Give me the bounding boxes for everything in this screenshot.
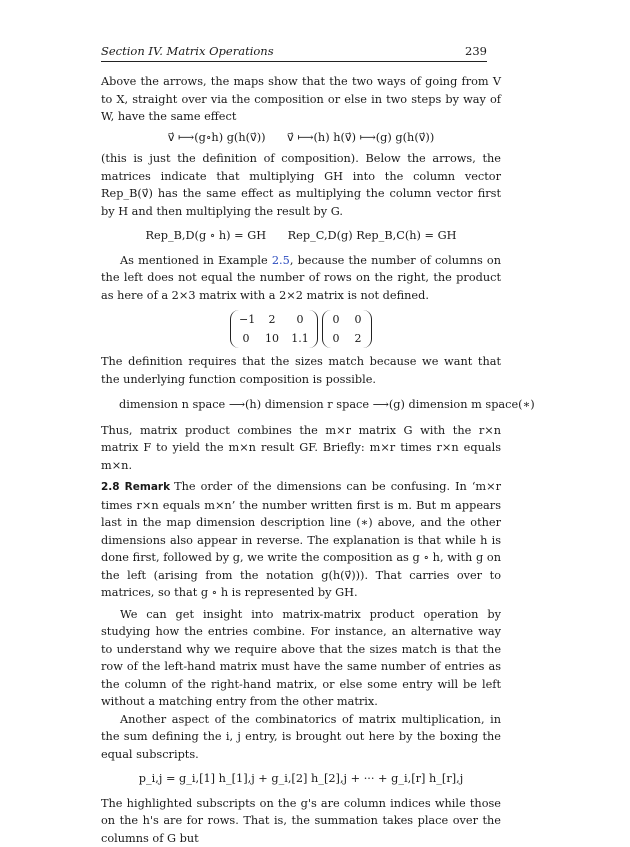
- equation-representations: Rep_B,D(g ∘ h) = GH Rep_C,D(g) Rep_B,C(h) = GH: [101, 227, 501, 245]
- paragraph-definition-of-composition: (this is just the definition of composition). Below the arrows, the matrices indicate that multiplying GH into the column vector Rep_B(v⃗) has the same effect as multiplying the column vector first by H and then multiplying the result by G.: [101, 150, 501, 220]
- equation-entry-sum: p_i,j = g_i,[1] h_[1],j + g_i,[2] h_[2],j + ··· + g_i,[r] h_[r],j: [101, 770, 501, 788]
- example-link[interactable]: 2.5: [272, 254, 290, 267]
- matrix-left-2x3: [230, 310, 318, 348]
- matrix-entry: 0: [291, 311, 309, 329]
- matrix-entry: 1.1: [291, 330, 309, 348]
- text-segment: As mentioned in Example: [120, 254, 272, 267]
- section-title: Section IV. Matrix Operations: [101, 44, 274, 58]
- matrix-entry: 0: [239, 330, 253, 348]
- matrix-entry: 10: [265, 330, 279, 348]
- text-segment: , because the number of columns on the left does not equal the number of rows on the right, the product as here of a 2×3 matrix with a 2×2 matrix is not defined.: [101, 254, 501, 302]
- dimension-description-line: [101, 396, 501, 414]
- matrix-product-display: [101, 310, 501, 348]
- remark-text: The order of the dimensions can be confusing. In ‘m×r times r×n equals m×n’ the number written first is m. But m appears last in the map dimension description line (∗) above, and the other dimensions also appear in reverse. The explanation is that while h is done first, followed by g, we write the composition as g ∘ h, with g on the left (arising from the notation g(h(v⃗))). That carries over to matrices, so that g ∘ h is represented by GH.: [101, 480, 501, 599]
- paragraph-entry-combination: We can get insight into matrix-matrix product operation by studying how the entries combine. For instance, an alternative way to understand why we require above that the sizes match is that the row of the left-hand matrix must have the same number of entries as the column of the right-hand matrix, or else some entry will be left without a matching entry from the other matrix.: [101, 606, 501, 711]
- running-header: [101, 44, 487, 62]
- matrix-entry: 0: [331, 311, 341, 329]
- remark-2-8: [101, 478, 501, 602]
- matrix-entry: 0: [353, 311, 363, 329]
- paragraph-combinatorics: Another aspect of the combinatorics of matrix multiplication, in the sum defining the i, j entry, is brought out here by the boxing the equal subscripts.: [101, 711, 501, 764]
- matrix-entry: 0: [331, 330, 341, 348]
- dimension-chain: dimension n space ⟶(h) dimension r space ⟶(g) dimension m space: [101, 396, 518, 414]
- page-body: [101, 73, 501, 847]
- page-number: 239: [465, 44, 487, 58]
- matrix-entry: 2: [353, 330, 363, 348]
- paragraph-highlighted-subscripts: The highlighted subscripts on the g's are column indices while those on the h's are for rows. That is, the summation takes place over the columns of G but: [101, 795, 501, 847]
- equation-composition-maps: v⃗ ⟼(g∘h) g(h(v⃗)) v⃗ ⟼(h) h(v⃗) ⟼(g) g(h(v⃗)): [101, 129, 501, 147]
- remark-title: 2.8 Remark: [101, 481, 170, 493]
- equation-tag: (∗): [518, 396, 535, 414]
- paragraph-size-requirement: The definition requires that the sizes match because we want that the underlying function composition is possible.: [101, 353, 501, 388]
- matrix-right-2x2: [322, 310, 372, 348]
- paragraph-composition-effect: Above the arrows, the maps show that the two ways of going from V to X, straight over via the composition or else in two steps by way of W, have the same effect: [101, 73, 501, 126]
- paragraph-matrix-product-sizes: Thus, matrix product combines the m×r matrix G with the r×n matrix F to yield the m×n result GF. Briefly: m×r times r×n equals m×n.: [101, 422, 501, 475]
- paragraph-example-reference: [101, 252, 501, 305]
- matrix-entry: −1: [239, 311, 253, 329]
- matrix-entry: 2: [265, 311, 279, 329]
